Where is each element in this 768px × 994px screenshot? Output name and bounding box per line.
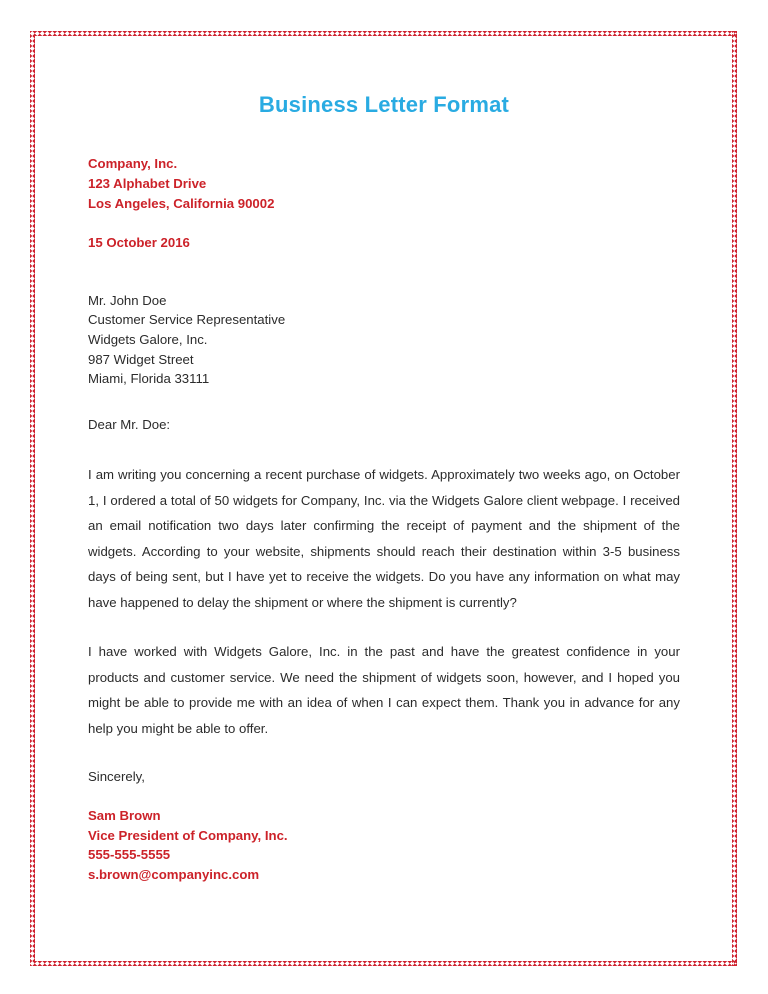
signer-email: s.brown@companyinc.com (88, 866, 260, 882)
salutation-text: Dear Mr. Doe: (88, 416, 171, 432)
signer-name: Sam Brown (88, 807, 161, 823)
border-edge-left (30, 31, 35, 966)
date-text: 15 October 2016 (88, 235, 190, 251)
signer-job-title: Vice President of Company, Inc. (88, 827, 288, 843)
sender-address-block (88, 154, 680, 213)
closing-text: Sincerely, (88, 769, 145, 785)
signature-block (88, 806, 680, 884)
recipient-street: 987 Widget Street (88, 351, 194, 367)
recipient-city-state-zip: Miami, Florida 33111 (88, 371, 210, 387)
salutation (88, 415, 680, 435)
border-edge-right (732, 31, 737, 966)
border-edge-bottom (30, 961, 737, 966)
sender-company: Company, Inc. (88, 156, 178, 172)
letter-date (88, 233, 680, 253)
signer-phone: 555-555-5555 (88, 847, 171, 863)
recipient-job-title: Customer Service Representative (88, 312, 286, 328)
closing-line (88, 767, 680, 787)
recipient-address-block (88, 291, 680, 389)
recipient-company: Widgets Galore, Inc. (88, 331, 208, 347)
body-paragraph-2: I have worked with Widgets Galore, Inc. in the past and have the greatest confidence in your products and customer service. We need the shipment of widgets soon, however, and I hoped you might be able to provide me with an idea of when I can expect them. Thank you in advance for any help you might be able to offer. (88, 644, 680, 736)
body-paragraph-1: I am writing you concerning a recent purchase of widgets. Approximately two weeks ago, on October 1, I ordered a total of 50 widgets for Company, Inc. via the Widgets Galore client webpage. I received an email notification two days later confirming the receipt of payment and the shipment of the widgets. According to your website, shipments should reach their destination within 3-5 business days of being sent, but I have yet to receive the widgets. Do you have any information on what may have happened to delay the shipment or where the shipment is currently? (88, 467, 680, 610)
sender-city-state-zip: Los Angeles, California 90002 (88, 195, 275, 211)
recipient-name: Mr. John Doe (88, 292, 167, 308)
page-title: Business Letter Format (258, 92, 510, 117)
sender-street: 123 Alphabet Drive (88, 175, 207, 191)
letter-content (88, 0, 680, 884)
